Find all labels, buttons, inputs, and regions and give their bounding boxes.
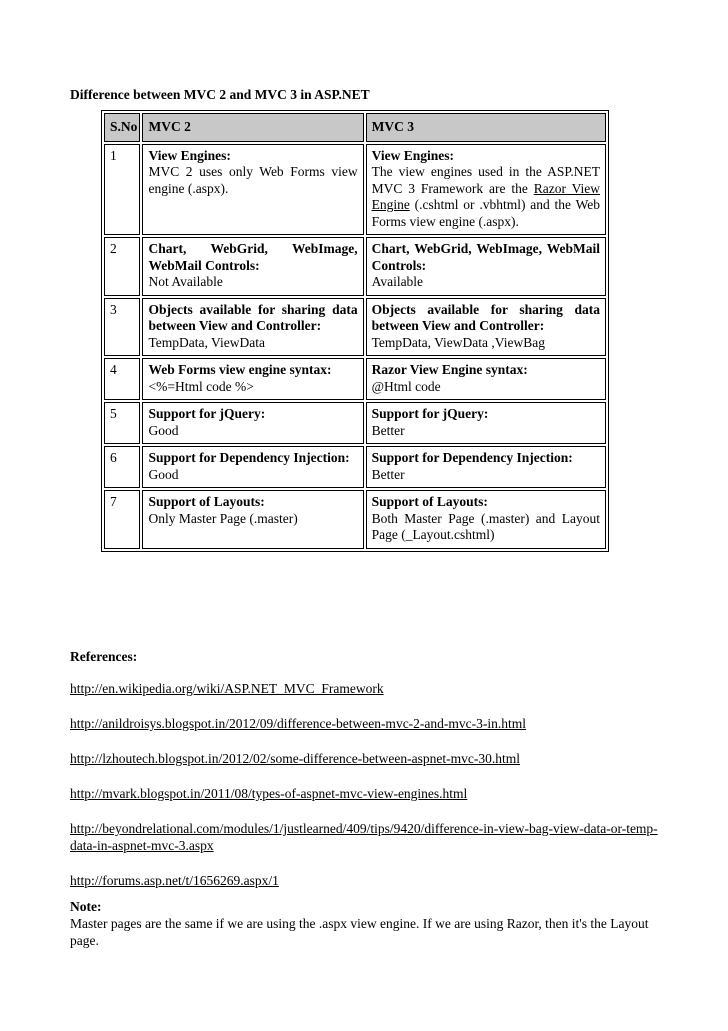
cell-body-text: (.cshtml or .vbhtml) and the Web Forms view engine (.aspx). <box>371 197 600 229</box>
header-sno: S.No <box>104 113 140 142</box>
table-row <box>104 298 606 357</box>
mvc3-cell <box>366 298 606 357</box>
reference-link[interactable]: http://anildroisys.blogspot.in/2012/09/difference-between-mvc-2-and-mvc-3-in.html <box>70 716 527 731</box>
note-text: Master pages are the same if we are using the .aspx view engine. If we are using Razor, then it's the Layout page. <box>70 916 649 948</box>
mvc2-cell <box>142 490 363 549</box>
row-number: 6 <box>104 446 140 488</box>
table-row <box>104 358 606 400</box>
table-row <box>104 402 606 444</box>
references-list <box>70 680 670 907</box>
row-number: 1 <box>104 144 140 236</box>
cell-title: View Engines: <box>371 147 454 163</box>
mvc3-cell <box>366 144 606 236</box>
table-row <box>104 446 606 488</box>
cell-title: Objects available for sharing data between View and Controller: <box>371 301 600 333</box>
cell-body: Good <box>148 466 179 482</box>
mvc2-cell <box>142 144 363 236</box>
cell-title: Support for jQuery: <box>371 406 489 421</box>
mvc3-cell <box>366 402 606 444</box>
cell-body: Good <box>148 422 179 438</box>
reference-link[interactable]: http://mvark.blogspot.in/2011/08/types-of-aspnet-mvc-view-engines.html <box>70 786 468 801</box>
cell-body: Only Master Page (.master) <box>148 510 298 526</box>
cell-body: TempData, ViewData <box>148 334 265 350</box>
cell-title: Support for jQuery: <box>148 406 266 421</box>
reference-link[interactable]: http://forums.asp.net/t/1656269.aspx/1 <box>70 873 279 888</box>
row-number: 4 <box>104 358 140 400</box>
cell-body: Not Available <box>148 274 223 289</box>
cell-title: Support of Layouts: <box>148 494 265 509</box>
reference-link[interactable]: http://lzhoutech.blogspot.in/2012/02/some-difference-between-aspnet-mvc-30.html <box>70 751 521 766</box>
cell-title: Support of Layouts: <box>371 494 488 509</box>
cell-body: Better <box>371 466 405 482</box>
comparison-table <box>101 110 609 552</box>
cell-title: Objects available for sharing data between View and Controller: <box>148 301 358 333</box>
mvc3-cell <box>366 237 606 296</box>
mvc2-cell <box>142 358 363 400</box>
cell-body: Both Master Page (.master) and Layout Page (_Layout.cshtml) <box>371 510 600 542</box>
table-row <box>104 237 606 296</box>
razor-view-engine-link[interactable]: Razor View Engine <box>371 180 601 212</box>
row-number: 2 <box>104 237 140 296</box>
mvc2-cell <box>142 237 363 296</box>
mvc3-cell <box>366 358 606 400</box>
cell-title: Chart, WebGrid, WebImage, WebMail Controls: <box>371 241 600 273</box>
note-heading: Note: <box>70 899 102 914</box>
row-number: 7 <box>104 490 140 549</box>
table-row <box>104 144 606 236</box>
header-mvc3: MVC 3 <box>366 113 606 142</box>
mvc3-cell <box>366 490 606 549</box>
cell-title: Support for Dependency Injection: <box>371 450 573 465</box>
references-heading: References: <box>70 649 138 664</box>
cell-body: MVC 2 uses only Web Forms view engine (.aspx). <box>148 164 358 196</box>
cell-body-text: The view engines used in the ASP.NET MVC 3 Framework are the <box>371 164 600 196</box>
row-number: 5 <box>104 402 140 444</box>
cell-title: Razor View Engine syntax: <box>371 362 528 377</box>
row-number: 3 <box>104 298 140 357</box>
header-mvc2: MVC 2 <box>142 113 363 142</box>
mvc2-cell <box>142 402 363 444</box>
cell-title: Chart, WebGrid, WebImage, WebMail Controls: <box>148 241 358 273</box>
table-header-row <box>104 113 606 142</box>
mvc2-cell <box>142 298 363 357</box>
cell-title: View Engines: <box>148 147 231 163</box>
mvc3-cell <box>366 446 606 488</box>
reference-link[interactable]: http://beyondrelational.com/modules/1/justlearned/409/tips/9420/difference-in-view-bag-view-data-or-temp-data-in-aspnet-mvc-3.aspx <box>70 821 658 853</box>
document-title: Difference between MVC 2 and MVC 3 in ASP.NET <box>70 87 370 102</box>
cell-body: <%=Html code %> <box>148 378 254 394</box>
cell-body: TempData, ViewData ,ViewBag <box>371 334 545 350</box>
table-row <box>104 490 606 549</box>
cell-body: @Html code <box>371 378 441 394</box>
cell-body <box>372 164 600 229</box>
cell-title: Support for Dependency Injection: <box>148 450 350 465</box>
cell-body: Better <box>371 422 405 438</box>
reference-link[interactable]: http://en.wikipedia.org/wiki/ASP.NET_MVC_Framework <box>70 681 384 696</box>
note-section <box>70 898 670 949</box>
mvc2-cell <box>142 446 363 488</box>
cell-title: Web Forms view engine syntax: <box>148 362 332 377</box>
cell-body: Available <box>371 274 424 289</box>
